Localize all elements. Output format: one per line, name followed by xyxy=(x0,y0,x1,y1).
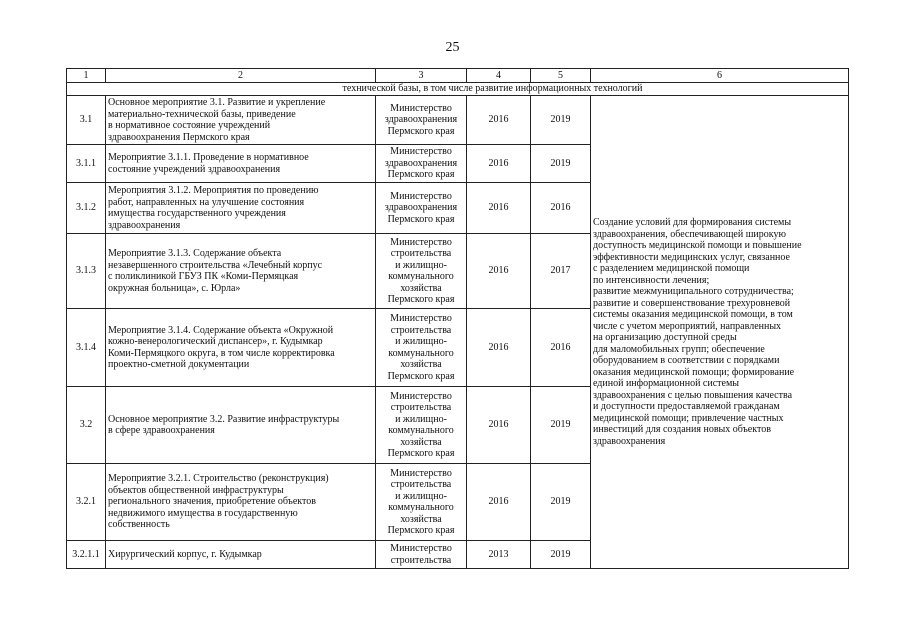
responsible-org: Министерство здравоохранения Пермского края xyxy=(376,145,467,183)
end-year: 2019 xyxy=(531,464,591,541)
activity-name: Основное мероприятие 3.1. Развитие и укрепление материально-технической базы, приведение в нормативное состояние учреждений здравоохранения Пермского края xyxy=(106,96,376,145)
column-numbers-row xyxy=(67,69,849,83)
program-activities-table xyxy=(66,68,849,569)
responsible-org: Министерство здравоохранения Пермского края xyxy=(376,183,467,234)
column-number: 6 xyxy=(591,69,849,83)
responsible-org: Министерство строительства и жилищно- коммунального хозяйства Пермского края xyxy=(376,464,467,541)
column-number: 3 xyxy=(376,69,467,83)
start-year: 2016 xyxy=(467,183,531,234)
column-number: 2 xyxy=(106,69,376,83)
activity-code: 3.1 xyxy=(67,96,106,145)
start-year: 2016 xyxy=(467,234,531,309)
end-year: 2019 xyxy=(531,145,591,183)
activity-name: Мероприятия 3.1.2. Мероприятия по проведению работ, направленных на улучшение состояния имущества государственного учреждения здравоохранения xyxy=(106,183,376,234)
activity-code: 3.1.2 xyxy=(67,183,106,234)
activity-name: Мероприятие 3.1.1. Проведение в нормативное состояние учреждений здравоохранения xyxy=(106,145,376,183)
end-year: 2016 xyxy=(531,183,591,234)
activity-name: Мероприятие 3.2.1. Строительство (реконструкция) объектов общественной инфраструктуры регионального значения, приобретение объектов недвижимого имущества в государственную собственность xyxy=(106,464,376,541)
activity-code: 3.2 xyxy=(67,387,106,464)
expected-results: Создание условий для формирования системы здравоохранения, обеспечивающей широкую доступность медицинской помощи и повышение эффективности медицинских услуг, связанное с разделением медицинской помощи по интенсивности лечения; развитие межмуниципального сотрудничества; развитие и совершенствование трехуровневой системы оказания медицинской помощи, в том числе с учетом мероприятий, направленных на организацию доступной среды для маломобильных групп; обеспечение оборудованием в соответствии с порядками оказания медицинской помощи; формирование единой информационной системы здравоохранения с целью повышения качества и доступности предоставляемой гражданам медицинской помощи; привлечение частных инвестиций для создания новых объектов здравоохранения xyxy=(591,96,849,569)
section-caption-row xyxy=(67,83,849,96)
activity-code: 3.2.1.1 xyxy=(67,541,106,569)
table-row xyxy=(67,96,849,145)
activity-name: Основное мероприятие 3.2. Развитие инфраструктуры в сфере здравоохранения xyxy=(106,387,376,464)
start-year: 2016 xyxy=(467,464,531,541)
responsible-org: Министерство строительства и жилищно- коммунального хозяйства Пермского края xyxy=(376,387,467,464)
activity-name: Хирургический корпус, г. Кудымкар xyxy=(106,541,376,569)
end-year: 2019 xyxy=(531,387,591,464)
activity-name: Мероприятие 3.1.3. Содержание объекта незавершенного строительства «Лечебный корпус с поликлиникой ГБУЗ ПК «Коми-Пермяцкая окружная больница», с. Юрла» xyxy=(106,234,376,309)
column-number: 5 xyxy=(531,69,591,83)
activity-code: 3.1.3 xyxy=(67,234,106,309)
page-number: 25 xyxy=(445,40,460,55)
responsible-org: Министерство строительства и жилищно- коммунального хозяйства Пермского края xyxy=(376,309,467,387)
activity-code: 3.2.1 xyxy=(67,464,106,541)
end-year: 2017 xyxy=(531,234,591,309)
responsible-org: Министерство строительства и жилищно- коммунального хозяйства Пермского края xyxy=(376,234,467,309)
responsible-org: Министерство здравоохранения Пермского края xyxy=(376,96,467,145)
column-number: 4 xyxy=(467,69,531,83)
section-caption-cell xyxy=(67,83,849,96)
activity-name: Мероприятие 3.1.4. Содержание объекта «Окружной кожно-венерологический диспансер», г. Кудымкар Коми-Пермяцкого округа, в том числе корректировка проектно-сметной документации xyxy=(106,309,376,387)
column-number: 1 xyxy=(67,69,106,83)
responsible-org: Министерство строительства xyxy=(376,541,467,569)
start-year: 2016 xyxy=(467,145,531,183)
start-year: 2016 xyxy=(467,309,531,387)
start-year: 2016 xyxy=(467,96,531,145)
activity-code: 3.1.4 xyxy=(67,309,106,387)
end-year: 2016 xyxy=(531,309,591,387)
section-caption: технической базы, в том числе развитие информационных технологий xyxy=(342,83,643,95)
start-year: 2016 xyxy=(467,387,531,464)
activity-code: 3.1.1 xyxy=(67,145,106,183)
end-year: 2019 xyxy=(531,541,591,569)
start-year: 2013 xyxy=(467,541,531,569)
end-year: 2019 xyxy=(531,96,591,145)
